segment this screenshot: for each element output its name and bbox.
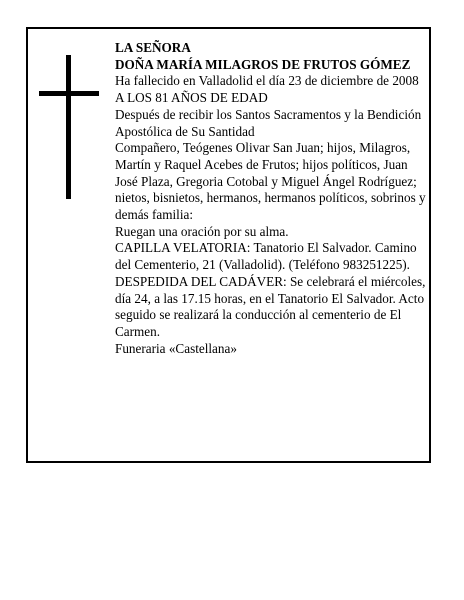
- prayer-request: Ruegan una oración por su alma.: [115, 223, 289, 239]
- chapel-info: CAPILLA VELATORIA: Tanatorio El Salvador. Camino del Cementerio, 21 (Valladolid). (Teléfono 983251225).: [115, 240, 417, 273]
- obituary-notice: [26, 27, 431, 463]
- death-line: Ha fallecido en Valladolid el día 23 de diciembre de 2008: [115, 73, 419, 89]
- age-line: A LOS 81 AÑOS DE EDAD: [115, 90, 268, 106]
- honorific: LA SEÑORA: [115, 40, 191, 55]
- notice-text: [115, 40, 427, 357]
- latin-cross-icon: [39, 55, 99, 199]
- farewell-info: DESPEDIDA DEL CADÁVER: Se celebrará el miércoles, día 24, a las 17.15 horas, en el Tanatorio El Salvador. Acto seguido se realizará la conducción al cementerio de El Carmen.: [115, 273, 426, 339]
- family-list: Compañero, Teógenes Olivar San Juan; hijos, Milagros, Martín y Raquel Acebes de Frutos; hijos políticos, Juan José Plaza, Gregoria Cotobal y Miguel Ángel Rodríguez; nietos, bisnietos, hermanos, hermanos políticos, sobrinos y demás familia:: [115, 140, 426, 223]
- cross-vertical-bar: [66, 55, 71, 199]
- funeral-home: Funeraria «Castellana»: [115, 340, 237, 356]
- sacraments-line: Después de recibir los Santos Sacramentos y la Bendición Apostólica de Su Santidad: [115, 106, 422, 139]
- cross-horizontal-bar: [39, 91, 99, 96]
- deceased-name: DOÑA MARÍA MILAGROS DE FRUTOS GÓMEZ: [115, 56, 411, 72]
